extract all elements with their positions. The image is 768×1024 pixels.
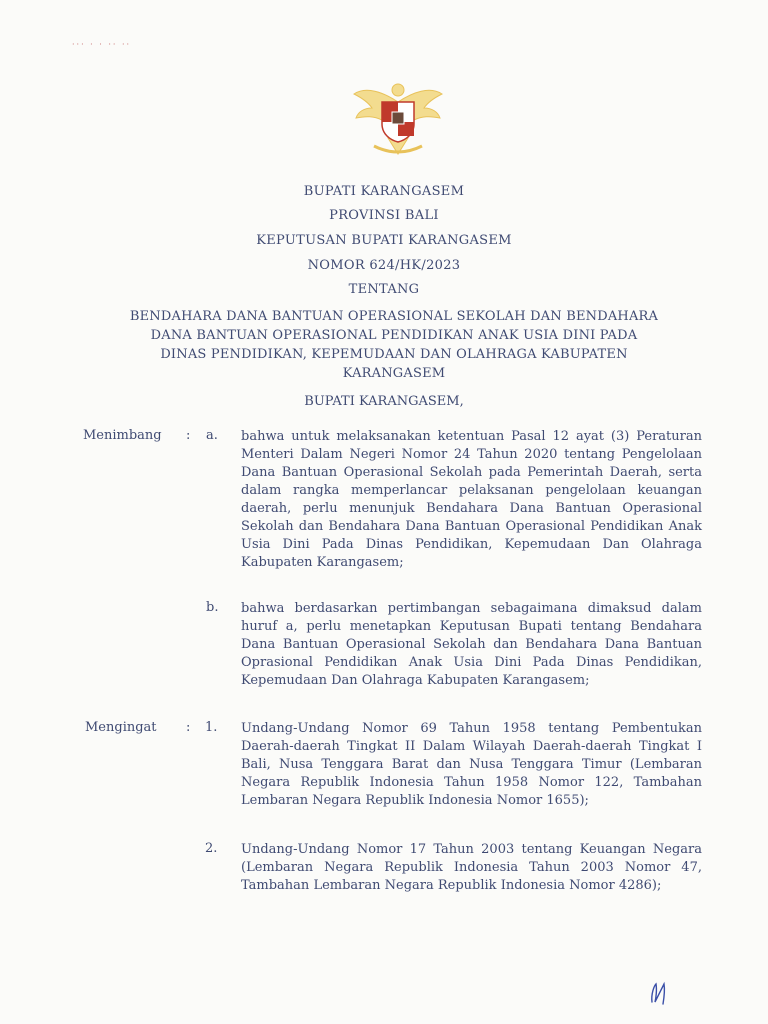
item-marker-1: 1. (205, 720, 218, 735)
title-line: KARANGASEM (342, 366, 446, 381)
top-marks: ··· · · ·· ·· (72, 40, 132, 49)
title-line: DANA BANTUAN OPERASIONAL PENDIDIKAN ANAK USIA DINI PADA (150, 328, 638, 343)
mengingat-label: Mengingat (85, 720, 157, 735)
menimbang-item-a: bahwa untuk melaksanakan ketentuan Pasal 12 ayat (3) Peraturan Menteri Dalam Negeri Nomor 24 Tahun 2020 tentang Pengelolaan Dana Bantuan Operasional Sekolah pada Pemerintah Daerah, serta dalam rangka memperlancar pelaksanan pengelolaan keuangan daerah, perlu menunjuk Bendahara Dana Bantuan Operasional Sekolah dan Bendahara Dana Bantuan Operasional Pendidikan Anak Usia Dini Pada Dinas Pendidikan, Kepemudaan Dan Olahraga Kabupaten Karangasem; (241, 429, 702, 570)
item-marker-a: a. (206, 428, 218, 443)
initial-signature-icon (648, 980, 670, 1006)
header-number: NOMOR 624/HK/2023 (307, 258, 461, 273)
regent-heading: BUPATI KARANGASEM, (304, 394, 464, 409)
header-decree: KEPUTUSAN BUPATI KARANGASEM (256, 233, 512, 248)
garuda-emblem-icon (348, 72, 448, 162)
mengingat-item-2: Undang-Undang Nomor 17 Tahun 2003 tentang Keuangan Negara (Lembaran Negara Republik Indonesia Tahun 2003 Nomor 47, Tambahan Lembaran Negara Republik Indonesia Nomor 4286); (241, 842, 702, 893)
menimbang-colon: : (186, 428, 191, 443)
menimbang-item-b: bahwa berdasarkan pertimbangan sebagaimana dimaksud dalam huruf a, perlu menetapkan Keputusan Bupati tentang Bendahara Dana Bantuan Operasional Sekolah dan Bendahara Dana Bantuan Oprasional Pendidikan Anak Usia Dini Pada Dinas Pendidikan, Kepemudaan Dan Olahraga Kabupaten Karangasem; (241, 601, 702, 688)
menimbang-label: Menimbang (83, 428, 162, 443)
header-province: PROVINSI BALI (329, 208, 439, 223)
mengingat-item-1: Undang-Undang Nomor 69 Tahun 1958 tentang Pembentukan Daerah-daerah Tingkat II Dalam Wilayah Daerah-daerah Tingkat I Bali, Nusa Tenggara Barat dan Nusa Tenggara Timur (Lembaran Negara Republik Indonesia Tahun 1958 Nomor 122, Tambahan Lembaran Negara Republik Indonesia Nomor 1655); (241, 721, 702, 808)
header-tentang: TENTANG (348, 282, 420, 297)
item-marker-b: b. (206, 600, 219, 615)
title-line: BENDAHARA DANA BANTUAN OPERASIONAL SEKOLAH DAN BENDAHARA (129, 309, 659, 324)
title-line: DINAS PENDIDIKAN, KEPEMUDAAN DAN OLAHRAGA KABUPATEN (160, 347, 628, 362)
decree-title (100, 307, 688, 383)
mengingat-colon: : (186, 720, 191, 735)
header-regent: BUPATI KARANGASEM (303, 184, 465, 199)
item-marker-2: 2. (205, 841, 218, 856)
